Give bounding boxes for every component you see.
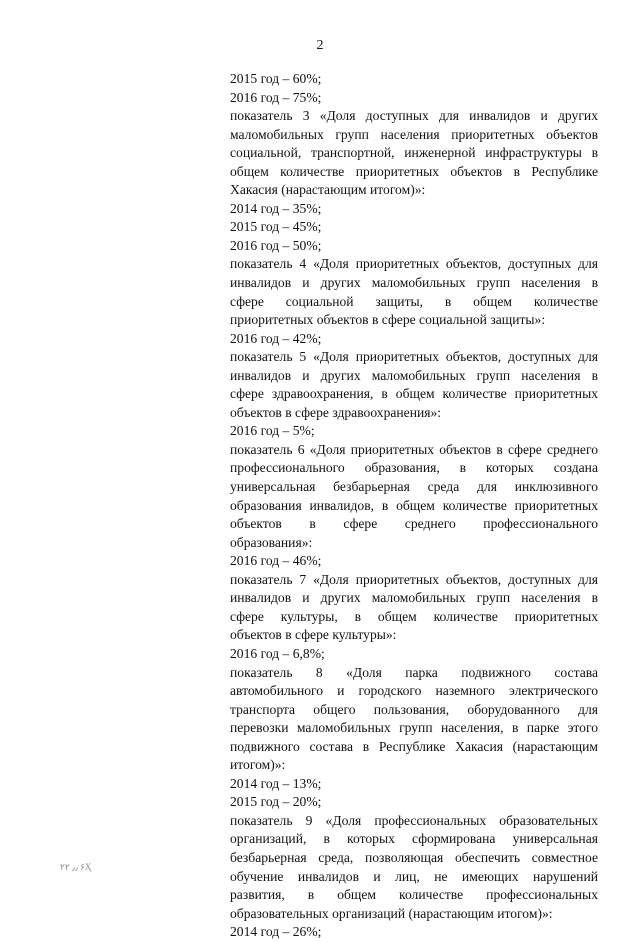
text-line: 2015 год – 60%; [230,71,322,86]
text-line: автомобильного и городского наземного электрического [230,683,598,699]
text-line: показатель 5 «Доля приоритетных объектов, доступных для [230,349,598,365]
text-line: Хакасия (нарастающим итогом)»: [230,182,426,198]
text-line: образования инвалидов, в общем количестве приоритетных [230,497,598,513]
text-line: инвалидов и других маломобильных групп населения в [230,275,598,291]
text-line: приоритетных объектов в сфере социальной защиты»: [230,312,546,328]
text-line: организаций, в которых сформирована универсальная [230,831,598,847]
text-line: перевозки маломобильных групп населения, в парке этого [230,720,598,736]
text-line: инвалидов и других маломобильных групп населения в [230,590,598,606]
text-line: обучение инвалидов и лиц, не имеющих нарушений [230,868,598,884]
text-line: 2016 год – 5%; [230,423,315,439]
text-line: развития, в общем количестве профессиональных [230,887,598,903]
text-line: инвалидов и других маломобильных групп населения в [230,367,598,383]
text-line: показатель 3 «Доля доступных для инвалидов и других [230,108,598,124]
text-line: показатель 7 «Доля приоритетных объектов, доступных для [230,571,598,587]
text-line: 2014 год – 13%; [230,775,322,791]
text-line: социальной, транспортной, инженерной инфраструктуры в [230,145,598,161]
text-line: 2016 год – 75%; [230,89,322,105]
text-line: объектов в сфере культуры»: [230,627,397,643]
text-line: 2015 год – 20%; [230,794,322,810]
page-number: 2 [316,38,324,53]
text-line: 2016 год – 42%; [230,330,322,346]
text-line: универсальная безбарьерная среда для инклюзивного [230,479,598,495]
text-line: 2016 год – 50%; [230,237,322,253]
scan-footer-mark: ٫٫ ٢٢ ۶Ҳ [60,862,93,872]
text-line: 2016 год – 6,8%; [230,645,325,661]
document-body [230,70,598,942]
text-line: показатель 9 «Доля профессиональных образовательных [230,812,598,828]
text-line: транспорта общего пользования, оборудованного для [230,701,598,717]
text-line: подвижного состава в Республике Хакасия (нарастающим [230,738,598,754]
text-line: сфере социальной защиты, в общем количестве [230,293,598,309]
text-line: показатель 6 «Доля приоритетных объектов в сфере среднего [230,441,598,457]
text-line: образования»: [230,534,313,550]
text-line: 2016 год – 46%; [230,553,322,569]
text-line: профессионального образования, в которых создана [230,460,598,476]
text-line: показатель 8 «Доля парка подвижного состава [230,664,598,680]
text-line: объектов в сфере среднего профессионального [230,516,598,532]
text-line: сфере культуры, в общем количестве приоритетных [230,608,598,624]
text-line: объектов в сфере здравоохранения»: [230,404,442,420]
text-line: 2014 год – 35%; [230,200,322,216]
text-line: общем количестве приоритетных объектов в Республике [230,163,598,179]
text-line: маломобильных групп населения приоритетных объектов [230,126,598,142]
text-line: 2015 год – 45%; [230,219,322,235]
text-line: сфере здравоохранения, в общем количестве приоритетных [230,386,598,402]
text-line: итогом)»: [230,757,286,773]
text-line: 2014 год – 26%; [230,924,322,940]
text-line: образовательных организаций (нарастающим итогом)»: [230,905,553,921]
text-line: безбарьерная среда, позволяющая обеспечить совместное [230,849,598,865]
text-line: показатель 4 «Доля приоритетных объектов, доступных для [230,256,598,272]
